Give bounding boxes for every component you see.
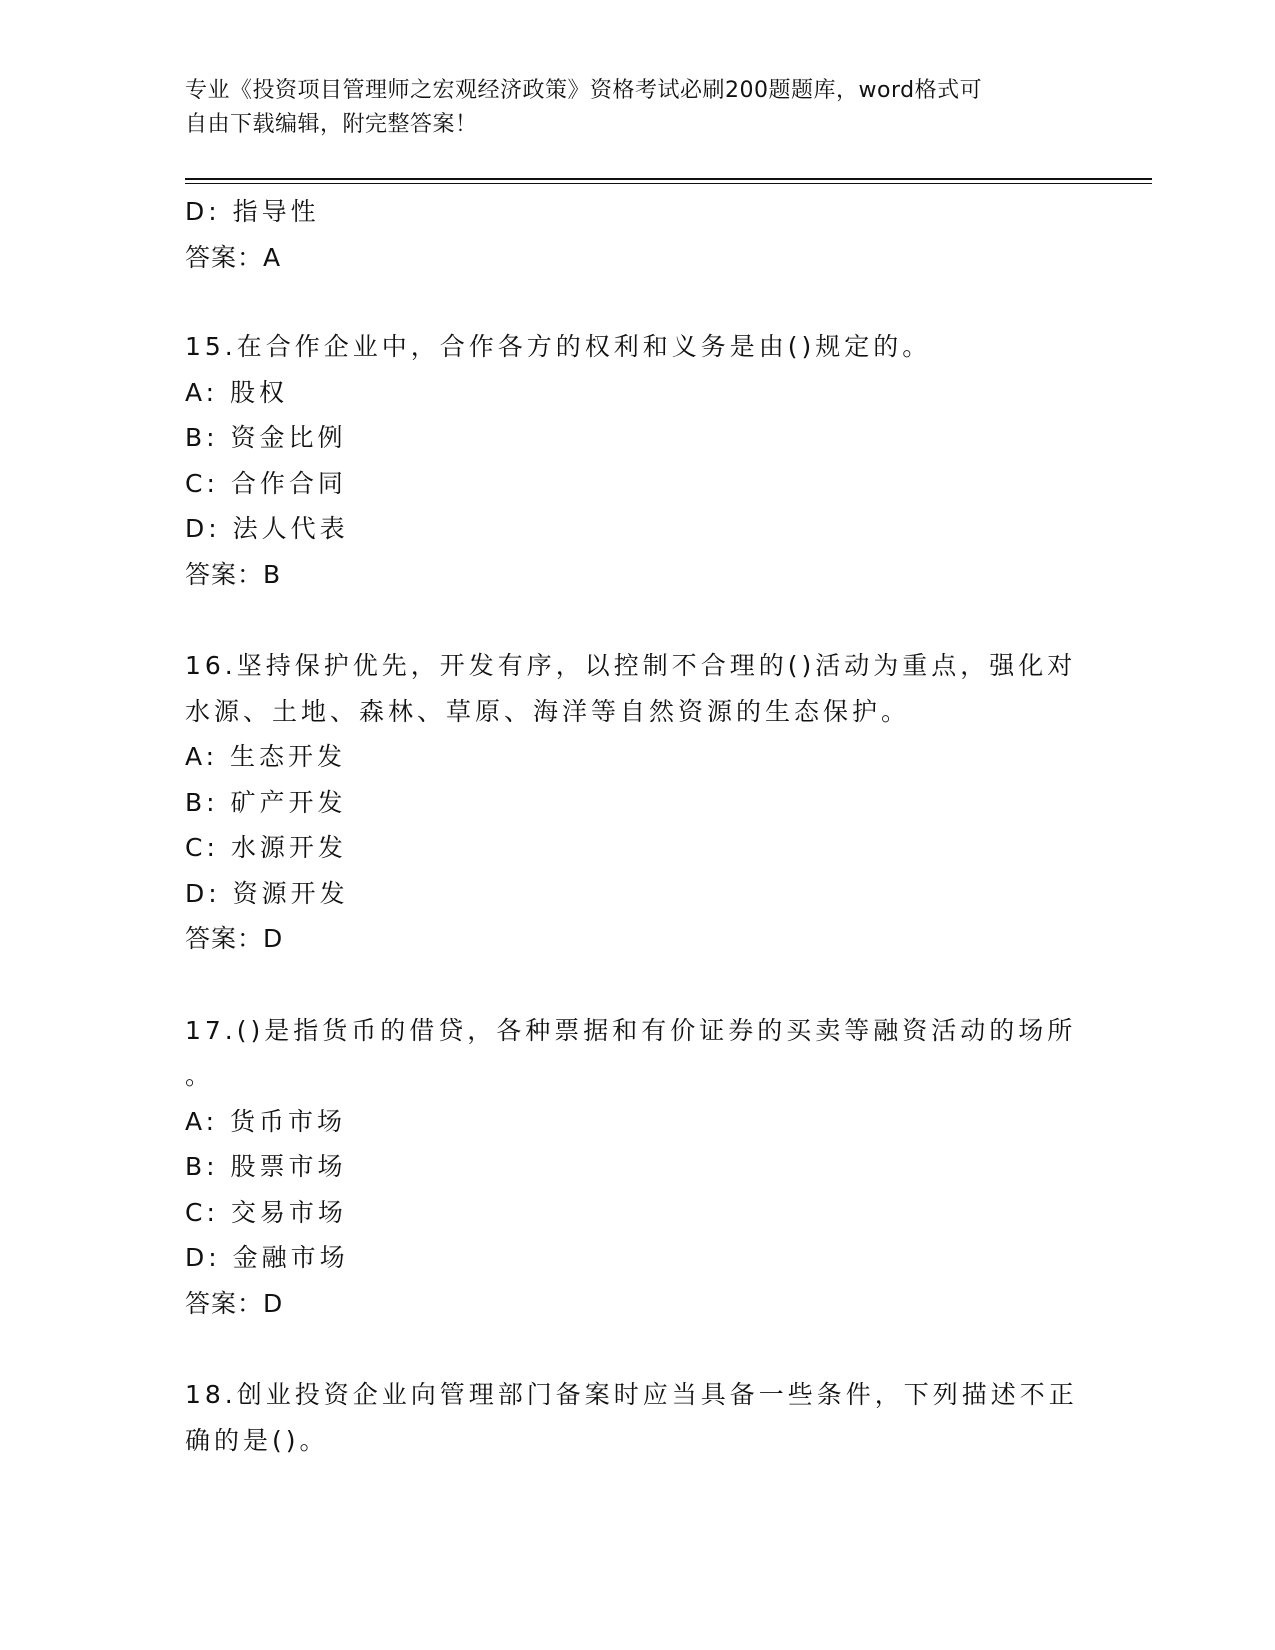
carryover-block [185, 189, 1085, 280]
answer-line: 答案：A [185, 242, 282, 272]
header-divider-thin [185, 183, 1152, 184]
question-stem: 15.在合作企业中，合作各方的权利和义务是由()规定的。 [185, 332, 932, 361]
question-15 [185, 324, 1085, 597]
option-d: D: 法人代表 [185, 514, 349, 543]
header-line-1: 专业《投资项目管理师之宏观经济政策》资格考试必刷200题题库，word格式可 [185, 78, 983, 103]
option-b: B: 矿产开发 [185, 787, 347, 817]
option-c: C: 水源开发 [185, 833, 347, 862]
header-line-2: 自由下载编辑，附完整答案！ [185, 112, 478, 137]
answer-line: 答案：D [185, 1288, 284, 1318]
option-a: A: 货币市场 [185, 1106, 347, 1136]
question-stem-continued: 确的是()。 [185, 1425, 329, 1455]
option-b: B: 资金比例 [185, 423, 347, 452]
question-16 [185, 643, 1085, 962]
question-stem: 16.坚持保护优先，开发有序，以控制不合理的()活动为重点，强化对 [185, 651, 1077, 680]
option-d: D: 金融市场 [185, 1243, 349, 1272]
question-stem-continued: 。 [185, 1061, 215, 1090]
option-b: B: 股票市场 [185, 1152, 347, 1181]
answer-line: 答案：D [185, 924, 284, 953]
question-17 [185, 1008, 1085, 1327]
question-stem: 17.()是指货币的借贷，各种票据和有价证券的买卖等融资活动的场所 [185, 1015, 1077, 1045]
option-d: D: 指导性 [185, 197, 320, 226]
option-c: C: 合作合同 [185, 468, 347, 498]
option-a: A: 生态开发 [185, 742, 347, 771]
header-divider-thick [185, 178, 1152, 180]
question-18 [185, 1372, 1085, 1463]
page-header [185, 74, 1065, 142]
question-stem-continued: 水源、土地、森林、草原、海洋等自然资源的生态保护。 [185, 696, 911, 726]
question-content [185, 189, 1085, 1463]
question-stem: 18.创业投资企业向管理部门备案时应当具备一些条件，下列描述不正 [185, 1380, 1078, 1409]
answer-line: 答案：B [185, 559, 282, 589]
option-c: C: 交易市场 [185, 1197, 347, 1227]
option-d: D: 资源开发 [185, 878, 349, 908]
option-a: A: 股权 [185, 377, 289, 407]
